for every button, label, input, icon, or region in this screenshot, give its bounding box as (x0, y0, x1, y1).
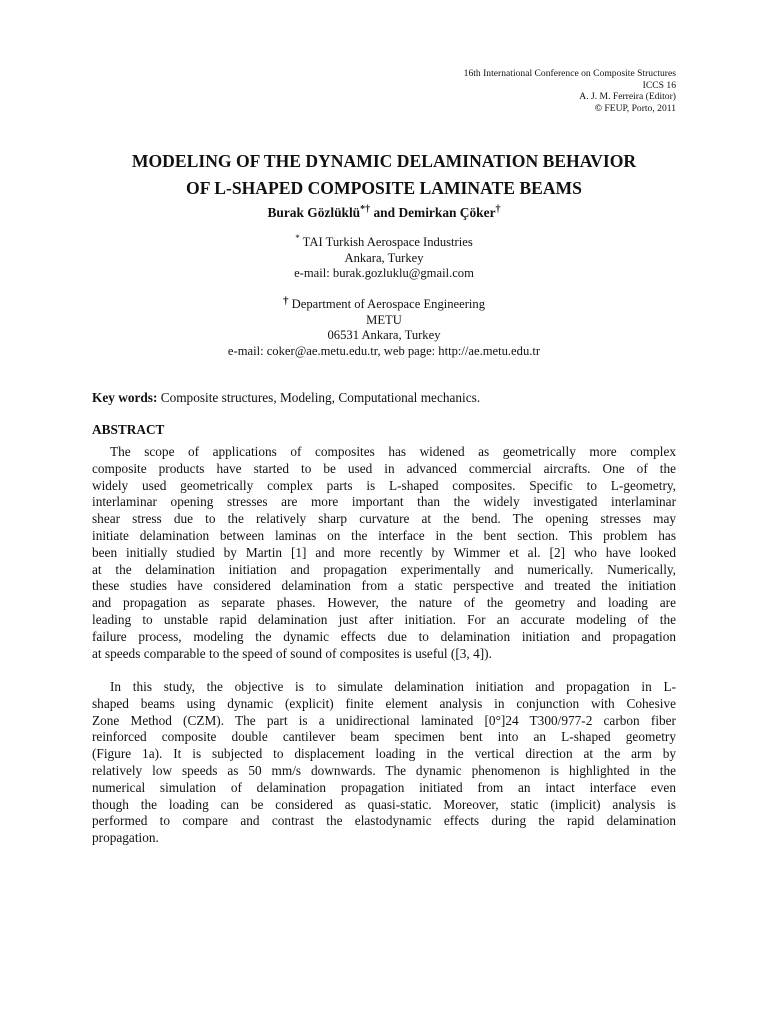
affiliation-2-mark: † (282, 295, 289, 307)
paragraph-line: composite products have started to be used in advanced commercial aircrafts. One of the (92, 460, 676, 476)
paragraph-line: numerical simulation of delamination propagation initiated from an intact interface even (92, 779, 676, 795)
paragraph-line: reinforced composite double cantilever beam specimen bent into an L-shaped geometry (92, 729, 676, 745)
paragraph-line: these studies have considered delamination from a static perspective and treated the initiation (92, 578, 676, 594)
abstract-paragraph-1 (92, 444, 676, 662)
title-line-2: OF L-SHAPED COMPOSITE LAMINATE BEAMS (186, 178, 582, 198)
paragraph-line: leading to unstable rapid delamination just after initiation. For an accurate modeling of the (92, 611, 676, 627)
affiliation-1-mark: * (295, 233, 300, 243)
paragraph-line: propagation. (92, 830, 159, 846)
keywords (92, 389, 676, 406)
paragraph-line: initiate delamination between laminas on the interface in the bent section. This problem has (92, 527, 676, 543)
paragraph-line: and propagation as separate phases. However, the nature of the geometry and loading are (92, 595, 676, 611)
author-connector: and (370, 205, 399, 220)
affiliation-1-name: TAI Turkish Aerospace Industries (299, 235, 473, 249)
conference-acronym: ICCS 16 (642, 79, 676, 91)
paragraph-line: shaped beams using dynamic (explicit) finite element analysis in conjunction with Cohesive (92, 695, 676, 711)
author-1-marks: *† (360, 204, 371, 215)
paragraph-line: In this study, the objective is to simulate delamination initiation and propagation in L- (110, 679, 676, 694)
affiliation-1-email[interactable]: e-mail: burak.gozluklu@gmail.com (294, 266, 474, 281)
paper-title (60, 148, 708, 202)
paragraph-line: shear stress due to the relatively sharp curvature at the bend. The opening stresses may (92, 511, 676, 527)
affiliation-2-city: 06531 Ankara, Turkey (327, 328, 441, 343)
paragraph-line: relatively low speeds as 50 mm/s downwards. The dynamic phenomenon is highlighted in the (92, 762, 676, 778)
keywords-label: Key words: (92, 390, 158, 405)
affiliation-2 (60, 297, 708, 359)
affiliation-2-name: Department of Aerospace Engineering (288, 297, 486, 311)
affiliation-2-name-line (60, 297, 708, 313)
paragraph-line: been initially studied by Martin [1] and more recently by Wimmer et al. [2] who have looked (92, 544, 676, 560)
paragraph-line: at the delamination initiation and propagation experimentally and numerically. Numerically, (92, 561, 676, 577)
conference-editor: A. J. M. Ferreira (Editor) (579, 91, 676, 103)
author-2: Demirkan Çöker (398, 205, 496, 220)
title-line-1: MODELING OF THE DYNAMIC DELAMINATION BEHAVIOR (131, 151, 637, 171)
paragraph-line: Zone Method (CZM). The part is a unidirectional laminated [0°]24 T300/977-2 carbon fiber (92, 712, 676, 728)
abstract-paragraph-2 (92, 679, 676, 847)
paragraph-line: though the loading can be considered as quasi-static. Moreover, static (implicit) analysis is (92, 796, 676, 812)
paragraph-line: performed to compare and contrast the elastodynamic effects during the rapid delamination (92, 813, 676, 829)
conference-venue (464, 103, 676, 115)
paragraph-line: widely used geometrically complex parts is L-shaped composites. Specific to L-geometry, (92, 477, 676, 493)
conference-name: 16th International Conference on Composite Structures (463, 68, 676, 79)
affiliation-2-institution: METU (366, 312, 402, 327)
paragraph-line: at speeds comparable to the speed of sound of composites is useful ([3, 4]). (92, 645, 492, 661)
author-1: Burak Gözlüklü (267, 205, 361, 220)
paragraph-line: (Figure 1a). It is subjected to displacement loading in the vertical direction at the arm by (92, 746, 676, 762)
affiliation-1 (60, 235, 708, 282)
abstract-heading: ABSTRACT (92, 422, 165, 437)
affiliation-1-name-line (60, 235, 708, 251)
keywords-text: Composite structures, Modeling, Computational mechanics. (157, 390, 481, 405)
paragraph-line: failure process, modeling the dynamic effects due to delamination initiation and propagation (92, 628, 676, 644)
author-list (60, 203, 708, 223)
conference-venue-text: FEUP, Porto, 2011 (604, 102, 676, 114)
affiliation-1-city: Ankara, Turkey (344, 250, 424, 265)
paragraph-line: The scope of applications of composites has widened as geometrically more complex (110, 444, 676, 459)
copyright-icon: © (594, 102, 602, 114)
affiliation-2-contact[interactable]: e-mail: coker@ae.metu.edu.tr, web page: http://ae.metu.edu.tr (227, 343, 541, 358)
paragraph-line: interlaminar opening stresses are more important than the widely investigated interlaminar (92, 494, 676, 510)
author-2-mark: † (495, 204, 501, 215)
conference-header (464, 68, 676, 114)
